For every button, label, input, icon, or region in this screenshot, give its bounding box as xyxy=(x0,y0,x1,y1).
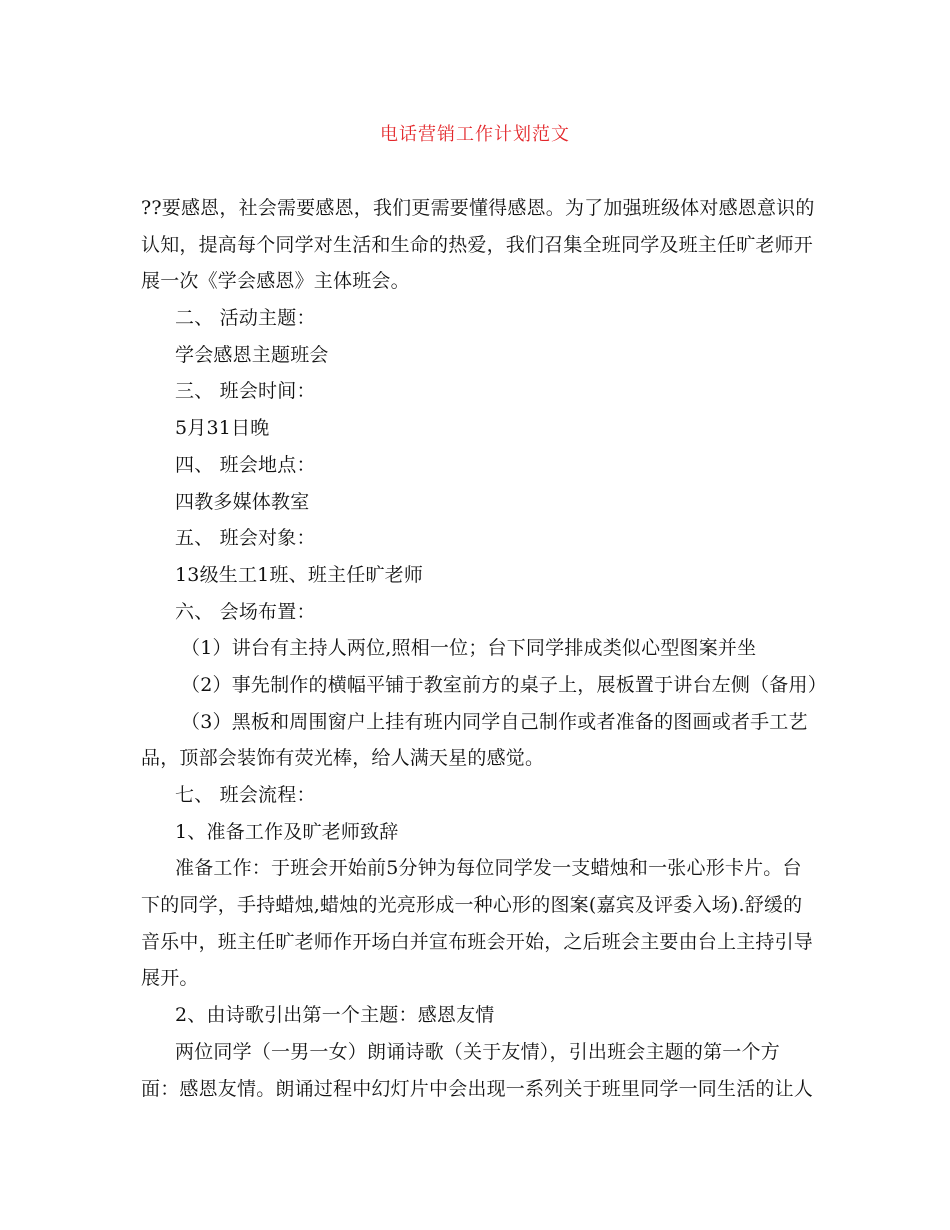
section-heading: 二、 活动主题： xyxy=(175,307,316,330)
section-content: 学会感恩主题班会 xyxy=(175,343,329,366)
section-heading: 四、 班会地点： xyxy=(175,453,316,476)
list-item: （3）黑板和周围窗户上挂有班内同学自己制作或者准备的图画或者手工艺 xyxy=(181,710,808,733)
section-heading: 七、 班会流程： xyxy=(175,784,316,806)
paragraph-line: 面：感恩友情。朗诵过程中幻灯片中会出现一系列关于班里同学一同生活的让人 xyxy=(141,1077,814,1100)
section-content: 5月31日晚 xyxy=(175,417,270,440)
paragraph-line: 展开。 xyxy=(141,967,199,990)
paragraph-line: 两位同学（一男一女）朗诵诗歌（关于友情），引出班会主题的第一个方 xyxy=(175,1040,780,1063)
section-content: 四教多媒体教室 xyxy=(175,490,310,513)
document-body xyxy=(141,190,827,1107)
paragraph-line: 展一次《学会感恩》主体班会。 xyxy=(141,270,410,293)
paragraph-line: 准备工作：于班会开始前5分钟为每位同学发一支蜡烛和一张心形卡片。台 xyxy=(175,857,802,880)
section-heading: 三、 班会时间： xyxy=(175,380,316,403)
subsection-heading: 1、准备工作及旷老师致辞 xyxy=(175,820,399,843)
paragraph-line: 认知，提高每个同学对生活和生命的热爱，我们召集全班同学及班主任旷老师开 xyxy=(141,233,814,256)
subsection-heading: 2、由诗歌引出第一个主题：感恩友情 xyxy=(175,1004,495,1027)
paragraph-line: ??要感恩，社会需要感恩，我们更需要懂得感恩。为了加强班级体对感恩意识的 xyxy=(141,197,815,219)
document-title: 电话营销工作计划范文 xyxy=(380,124,570,145)
section-heading: 六、 会场布置： xyxy=(175,600,316,623)
paragraph-line: 品，顶部会装饰有荧光棒，给人满天星的感觉。 xyxy=(141,747,545,770)
section-content: 13级生工1班、班主任旷老师 xyxy=(175,563,424,586)
paragraph-line: 音乐中，班主任旷老师作开场白并宣布班会开始，之后班会主要由台上主持引导 xyxy=(141,930,814,953)
paragraph-line: 下的同学，手持蜡烛,蜡烛的光亮形成一种心形的图案(嘉宾及评委入场).舒缓的 xyxy=(141,894,803,917)
list-item: （1）讲台有主持人两位,照相一位；台下同学排成类似心型图案并坐 xyxy=(181,637,757,660)
list-item: （2）事先制作的横幅平铺于教室前方的桌子上，展板置于讲台左侧（备用） xyxy=(181,673,827,696)
section-heading: 五、 班会对象： xyxy=(175,527,316,550)
